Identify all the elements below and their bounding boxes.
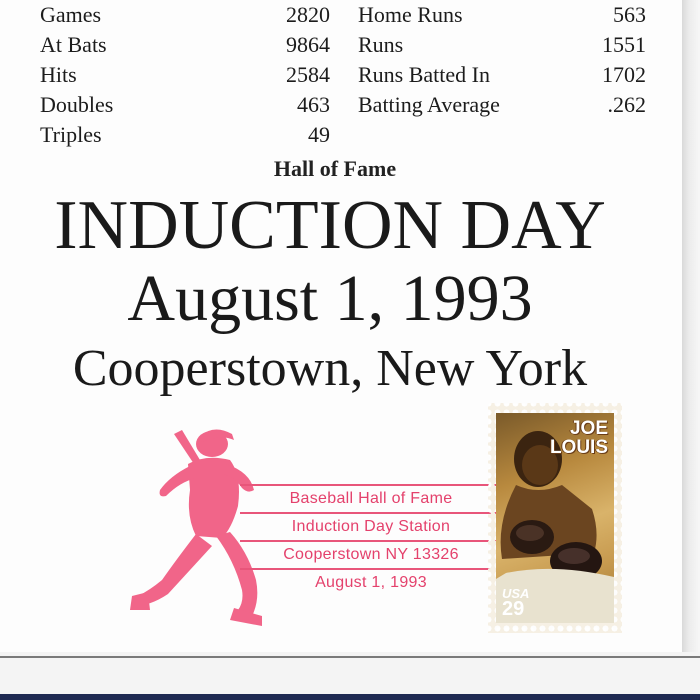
stat-row xyxy=(358,0,646,30)
edge-line xyxy=(0,656,700,658)
card-edge-shadow xyxy=(682,0,700,700)
stamp-artwork xyxy=(496,413,614,623)
postmark-cancellation xyxy=(130,420,510,635)
stats-left-column xyxy=(40,0,330,150)
stat-value: 563 xyxy=(613,2,646,27)
stat-row xyxy=(358,60,646,90)
cancellation-text: Baseball Hall of Fame xyxy=(289,490,453,507)
edge-line xyxy=(0,694,700,700)
stamp-name-line: LOUIS xyxy=(549,437,608,458)
stat-label: Games xyxy=(40,2,102,27)
stamp-value: 29 xyxy=(502,598,525,620)
stat-row xyxy=(40,0,330,30)
cancellation-text: August 1, 1993 xyxy=(315,574,427,591)
stat-label: Triples xyxy=(40,122,102,147)
stat-row xyxy=(40,60,330,90)
stamp-name xyxy=(550,419,608,457)
cancel-line xyxy=(240,484,500,486)
stat-label: Batting Average xyxy=(358,92,500,117)
stat-value: 9864 xyxy=(286,32,330,57)
stat-value: 2584 xyxy=(286,62,330,87)
stat-value: 1702 xyxy=(602,62,646,87)
cancellation-text: Cooperstown NY 13326 xyxy=(283,546,459,563)
stat-row xyxy=(40,90,330,120)
stat-value: 463 xyxy=(297,92,330,117)
cancel-line xyxy=(240,540,500,542)
event-location: Cooperstown, New York xyxy=(72,340,588,397)
stat-row xyxy=(40,30,330,60)
stat-label: At Bats xyxy=(40,32,107,57)
stat-value: 2820 xyxy=(286,2,330,27)
stat-label: Runs xyxy=(358,32,404,57)
event-subtitle: Hall of Fame xyxy=(273,156,397,181)
card-bottom-edge xyxy=(0,652,700,700)
stat-row xyxy=(358,90,646,120)
stat-label: Runs Batted In xyxy=(358,62,490,87)
event-title: INDUCTION DAY xyxy=(54,187,606,264)
stat-label: Hits xyxy=(40,62,77,87)
stat-row xyxy=(358,30,646,60)
stat-value: .262 xyxy=(607,92,646,117)
cancel-line xyxy=(240,568,500,570)
stat-value: 49 xyxy=(308,122,330,147)
cancellation-text: Induction Day Station xyxy=(291,518,451,535)
event-date: August 1, 1993 xyxy=(127,262,533,335)
stats-right-column xyxy=(358,0,646,120)
cancel-line xyxy=(240,512,500,514)
postage-stamp xyxy=(488,403,622,633)
stat-value: 1551 xyxy=(602,32,646,57)
stamp-name-line: JOE xyxy=(569,418,608,439)
stat-row xyxy=(40,120,330,150)
stamp-country: USA xyxy=(502,586,530,601)
stat-label: Home Runs xyxy=(358,2,463,27)
stat-label: Doubles xyxy=(40,92,114,117)
